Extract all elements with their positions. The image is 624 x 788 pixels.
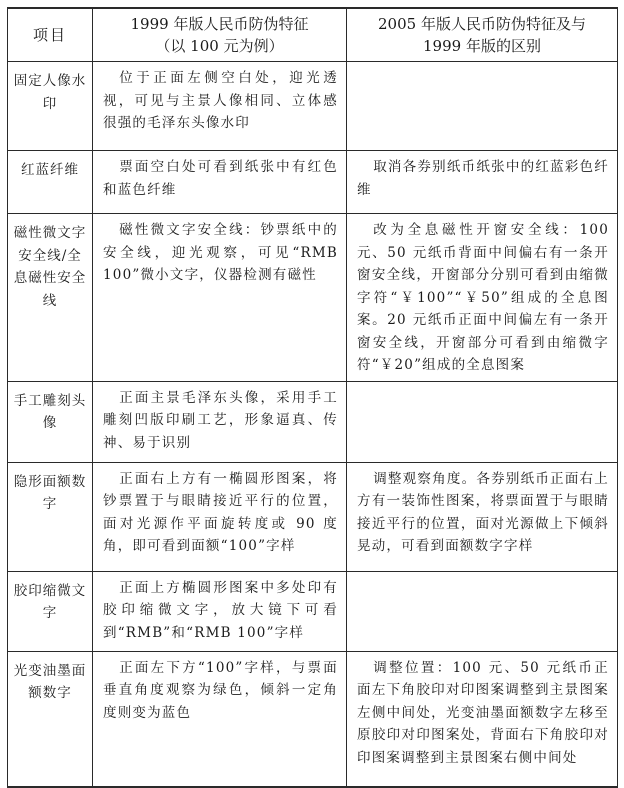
row-2005-feature: 取消各券别纸币纸张中的红蓝彩色纤维 [347, 151, 618, 214]
row-item-name: 胶印缩微文字 [8, 571, 93, 651]
row-item-name: 红蓝纤维 [8, 151, 93, 214]
row-2005-feature: 调整观察角度。各券别纸币正面右上方有一装饰性图案，将票面置于与眼睛接近平行的位置，面对光源做上下倾斜晃动，可看到面额数字字样 [347, 462, 618, 571]
row-item-name: 磁性微文字安全线/全息磁性安全线 [8, 214, 93, 382]
row-2005-feature [347, 571, 618, 651]
row-2005-feature: 调整位置：100 元、50 元纸币正面左下角胶印对印图案调整到主景图案左侧中间处，光变油墨面额数字左移至原胶印对印图案处，背面右下角胶印对印图案调整到主景图案右侧中间处 [347, 651, 618, 787]
row-2005-feature [347, 62, 618, 151]
row-item-name: 手工雕刻头像 [8, 381, 93, 462]
table-row [8, 651, 618, 787]
row-item-name: 隐形面额数字 [8, 462, 93, 571]
row-item-name: 光变油墨面额数字 [8, 651, 93, 787]
row-1999-feature: 票面空白处可看到纸张中有红色和蓝色纤维 [93, 151, 347, 214]
table-row [8, 62, 618, 151]
header-item: 项目 [8, 8, 93, 62]
row-2005-feature: 改为全息磁性开窗安全线：100 元、50 元纸币背面中间偏右有一条开窗安全线，开窗部分分别可看到由缩微字符“￥100”“￥50”组成的全息图案。20 元纸币正面中间偏左有一条开窗安全线，开窗部分可看到由缩微字符“￥20”组成的全息图案 [347, 214, 618, 382]
row-1999-feature: 位于正面左侧空白处，迎光透视，可见与主景人像相同、立体感很强的毛泽东头像水印 [93, 62, 347, 151]
comparison-table [7, 7, 618, 788]
row-1999-feature: 正面主景毛泽东头像，采用手工雕刻凹版印刷工艺，形象逼真、传神、易于识别 [93, 381, 347, 462]
row-item-name: 固定人像水印 [8, 62, 93, 151]
table-row [8, 214, 618, 382]
row-1999-feature: 正面右上方有一椭圆形图案，将钞票置于与眼睛接近平行的位置，面对光源作平面旋转度或 90 度角，即可看到面额“100”字样 [93, 462, 347, 571]
table-row [8, 462, 618, 571]
row-1999-feature: 磁性微文字安全线：钞票纸中的安全线，迎光观察，可见“RMB 100”微小文字，仪器检测有磁性 [93, 214, 347, 382]
header-2005 [347, 8, 618, 62]
row-1999-feature: 正面左下方“100”字样，与票面垂直角度观察为绿色，倾斜一定角度则变为蓝色 [93, 651, 347, 787]
header-1999 [93, 8, 347, 62]
table-row [8, 381, 618, 462]
header-1999-line1: 1999 年版人民币防伪特征 [130, 15, 309, 33]
header-2005-line2: 1999 年版的区别 [423, 37, 541, 55]
table-row [8, 571, 618, 651]
header-2005-line1: 2005 年版人民币防伪特征及与 [378, 15, 586, 33]
table-row [8, 151, 618, 214]
row-1999-feature: 正面上方椭圆形图案中多处印有胶印缩微文字，放大镜下可看到“RMB”和“RMB 100”字样 [93, 571, 347, 651]
header-1999-line2: （以 100 元为例） [155, 37, 284, 55]
row-2005-feature [347, 381, 618, 462]
table-header-row [8, 8, 618, 62]
